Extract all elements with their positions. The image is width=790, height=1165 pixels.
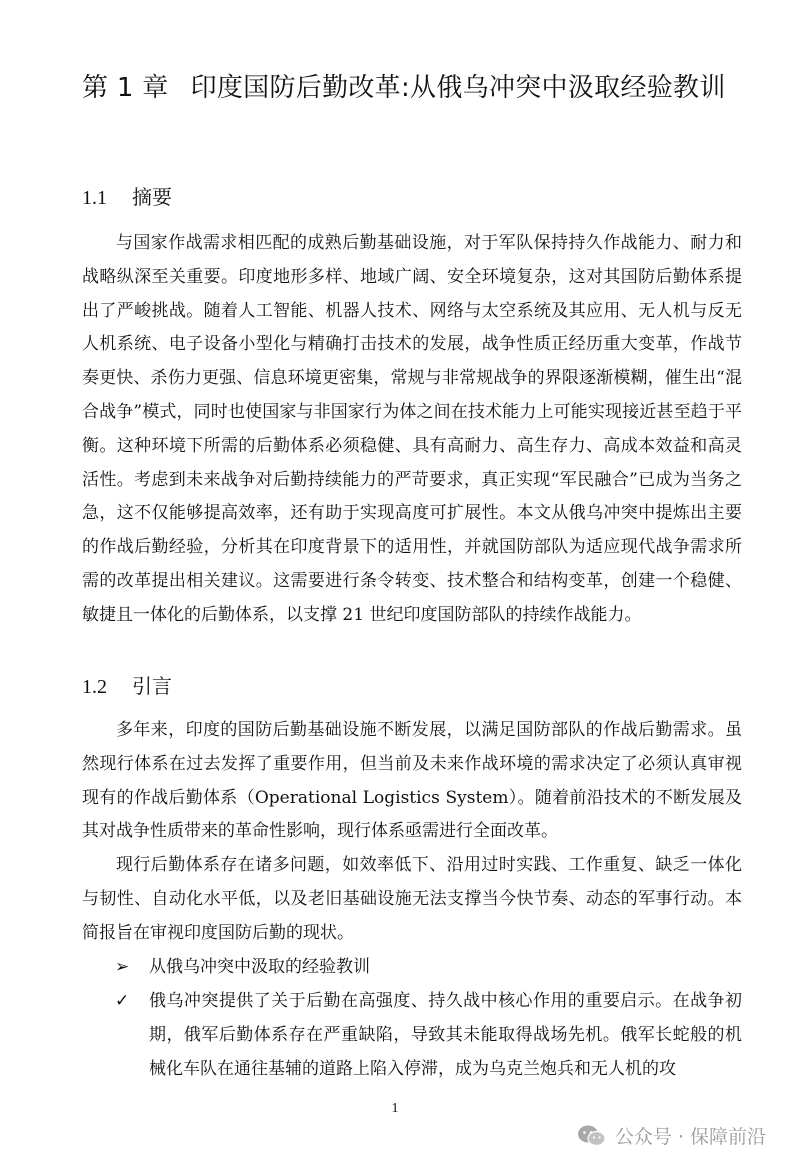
intro-paragraph-1: 多年来，印度的国防后勤基础设施不断发展，以满足国防部队的作战后勤需求。虽然现行体系在过去发挥了重要作用，但当前及未来作战环境的需求决定了必须认真审视现有的作战后勤体系（Operational Logistics System）。随着前沿技术的不断发展及其对战争性质带来的革命性影响，现行体系亟需进行全面改革。	[82, 720, 742, 842]
section-number: 1.1	[82, 187, 107, 209]
chapter-number: 第 1 章	[82, 73, 169, 103]
bullet-arrow-item	[115, 951, 742, 985]
watermark-text: 公众号 · 保障前沿	[614, 1126, 766, 1148]
chapter-title-text: 印度国防后勤改革:从俄乌冲突中汲取经验教训	[190, 73, 726, 103]
section-title: 摘要	[132, 185, 172, 209]
checkmark-bullet-icon: ✓	[115, 991, 130, 1011]
bullet-check-item	[115, 985, 742, 1086]
intro-paragraph-2: 现行后勤体系存在诸多问题，如效率低下、沿用过时实践、工作重复、缺乏一体化与韧性、自动化水平低，以及老旧基础设施无法支撑当今快节奏、动态的军事行动。本简报旨在审视印度国防后勤的现状。	[82, 855, 742, 943]
arrow-bullet-icon: ➢	[115, 957, 130, 977]
section-number: 1.2	[82, 676, 107, 698]
chapter-title	[82, 70, 762, 106]
watermark	[577, 1122, 766, 1149]
wechat-icon	[577, 1124, 607, 1148]
section-title: 引言	[132, 674, 172, 698]
bullet-text: 俄乌冲突提供了关于后勤在高强度、持久战中核心作用的重要启示。在战争初期，俄军后勤体系存在严重缺陷，导致其未能取得战场先机。俄军长蛇般的机械化车队在通往基辅的道路上陷入停滞，成为乌克兰炮兵和无人机的攻	[149, 991, 742, 1079]
page-number: 1	[391, 1101, 399, 1116]
section-heading-intro	[82, 672, 172, 701]
abstract-paragraph: 与国家作战需求相匹配的成熟后勤基础设施，对于军队保持持久作战能力、耐力和战略纵深至关重要。印度地形多样、地域广阔、安全环境复杂，这对其国防后勤体系提出了严峻挑战。随着人工智能、机器人技术、网络与太空系统及其应用、无人机与反无人机系统、电子设备小型化与精确打击技术的发展，战争性质正经历重大变革，作战节奏更快、杀伤力更强、信息环境更密集，常规与非常规战争的界限逐渐模糊，催生出“混合战争”模式，同时也使国家与非国家行为体之间在技术能力上可能实现接近甚至趋于平衡。这种环境下所需的后勤体系必须稳健、具有高耐力、高生存力、高成本效益和高灵活性。考虑到未来战争对后勤持续能力的严苛要求，真正实现“军民融合”已成为当务之急，这不仅能够提高效率，还有助于实现高度可扩展性。本文从俄乌冲突中提炼出主要的作战后勤经验，分析其在印度背景下的适用性，并就国防部队为适应现代战争需求所需的改革提出相关建议。这需要进行条令转变、技术整合和结构变革，创建一个稳健、敏捷且一体化的后勤体系，以支撑 21 世纪印度国防部队的持续作战能力。	[82, 233, 742, 625]
section-heading-abstract	[82, 183, 172, 212]
bullet-text: 从俄乌冲突中汲取的经验教训	[149, 957, 370, 977]
